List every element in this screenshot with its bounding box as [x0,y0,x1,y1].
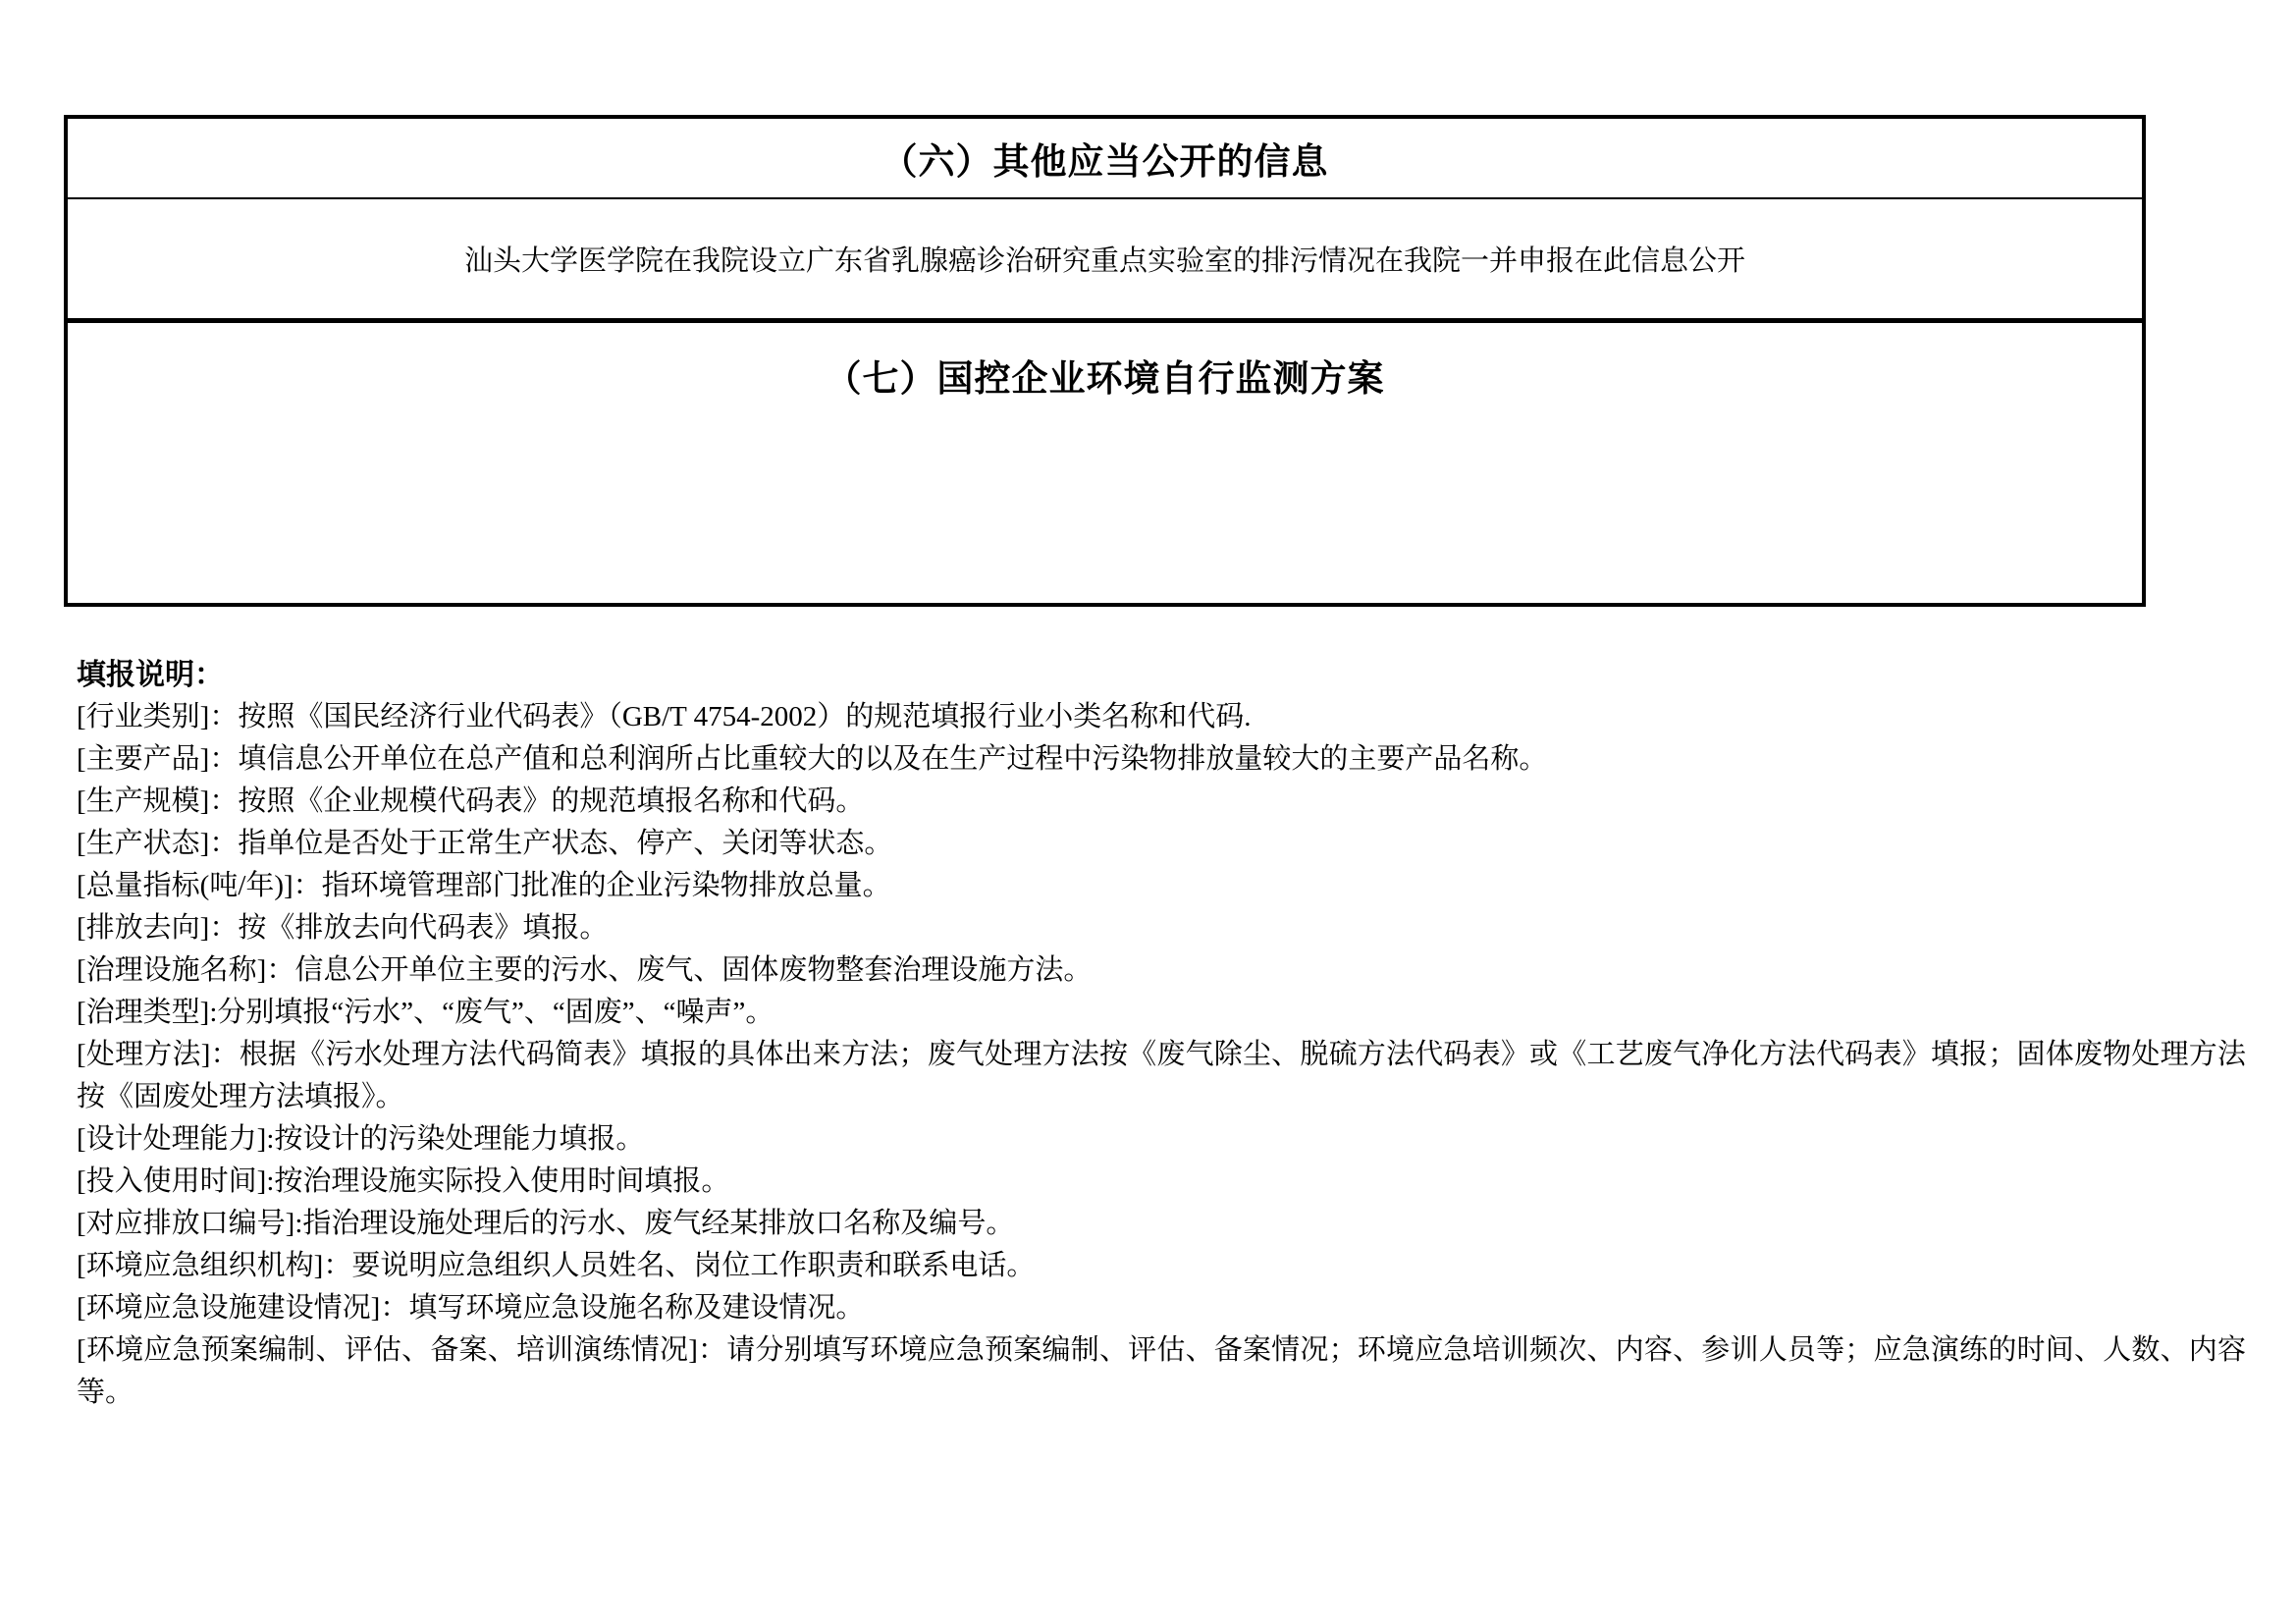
note-item-main-products: [主要产品]：填信息公开单位在总产值和总利润所占比重较大的以及在生产过程中污染物排放量较大的主要产品名称。 [77,743,1548,775]
note-item-discharge-destination: [排放去向]：按《排放去向代码表》填报。 [77,912,609,944]
note-item-emergency-organization: [环境应急组织机构]：要说明应急组织人员姓名、岗位工作职责和联系电话。 [77,1250,1036,1281]
note-item-treatment-method: [处理方法]：根据《污水处理方法代码简表》填报的具体出来方法；废气处理方法按《废气除尘、脱硫方法代码表》或《工艺废气净化方法代码表》填报；固体废物处理方法按《固废处理方法填报》。 [77,1039,2246,1112]
note-item-treatment-type: [治理类型]:分别填报“污水”、“废气”、“固废”、“噪声”。 [77,997,774,1028]
note-item-total-quota: [总量指标(吨/年)]：指环境管理部门批准的企业污染物排放总量。 [77,870,891,901]
filling-instructions [77,654,2246,1414]
note-item-production-status: [生产状态]：指单位是否处于正常生产状态、停产、关闭等状态。 [77,828,893,859]
disclosure-sections-table [64,115,2146,607]
note-item-emergency-plan: [环境应急预案编制、评估、备案、培训演练情况]：请分别填写环境应急预案编制、评估、备案情况；环境应急培训频次、内容、参训人员等；应急演练的时间、人数、内容等。 [77,1334,2246,1408]
section-seven-title: （七）国控企业环境自行监测方案 [825,359,1385,400]
note-item-production-scale: [生产规模]：按照《企业规模代码表》的规范填报名称和代码。 [77,785,865,817]
section-seven-header-row [68,323,2142,603]
note-item-industry-category: [行业类别]：按照《国民经济行业代码表》（GB/T 4754-2002）的规范填报行业小类名称和代码. [77,701,1252,732]
section-six-content-row [68,199,2142,323]
note-item-outlet-number: [对应排放口编号]:指治理设施处理后的污水、废气经某排放口名称及编号。 [77,1208,1015,1239]
note-item-emergency-facility: [环境应急设施建设情况]：填写环境应急设施名称及建设情况。 [77,1292,865,1324]
section-six-header-row [68,119,2142,199]
note-item-treatment-facility: [治理设施名称]：信息公开单位主要的污水、废气、固体废物整套治理设施方法。 [77,954,1093,986]
note-item-design-capacity: [设计处理能力]:按设计的污染处理能力填报。 [77,1123,645,1155]
section-six-title: （六）其他应当公开的信息 [881,142,1329,183]
filling-instructions-heading: 填报说明： [77,659,224,691]
note-item-commission-time: [投入使用时间]:按治理设施实际投入使用时间填报。 [77,1165,730,1197]
section-six-content-text: 汕头大学医学院在我院设立广东省乳腺癌诊治研究重点实验室的排污情况在我院一并申报在此信息公开 [463,245,1745,277]
